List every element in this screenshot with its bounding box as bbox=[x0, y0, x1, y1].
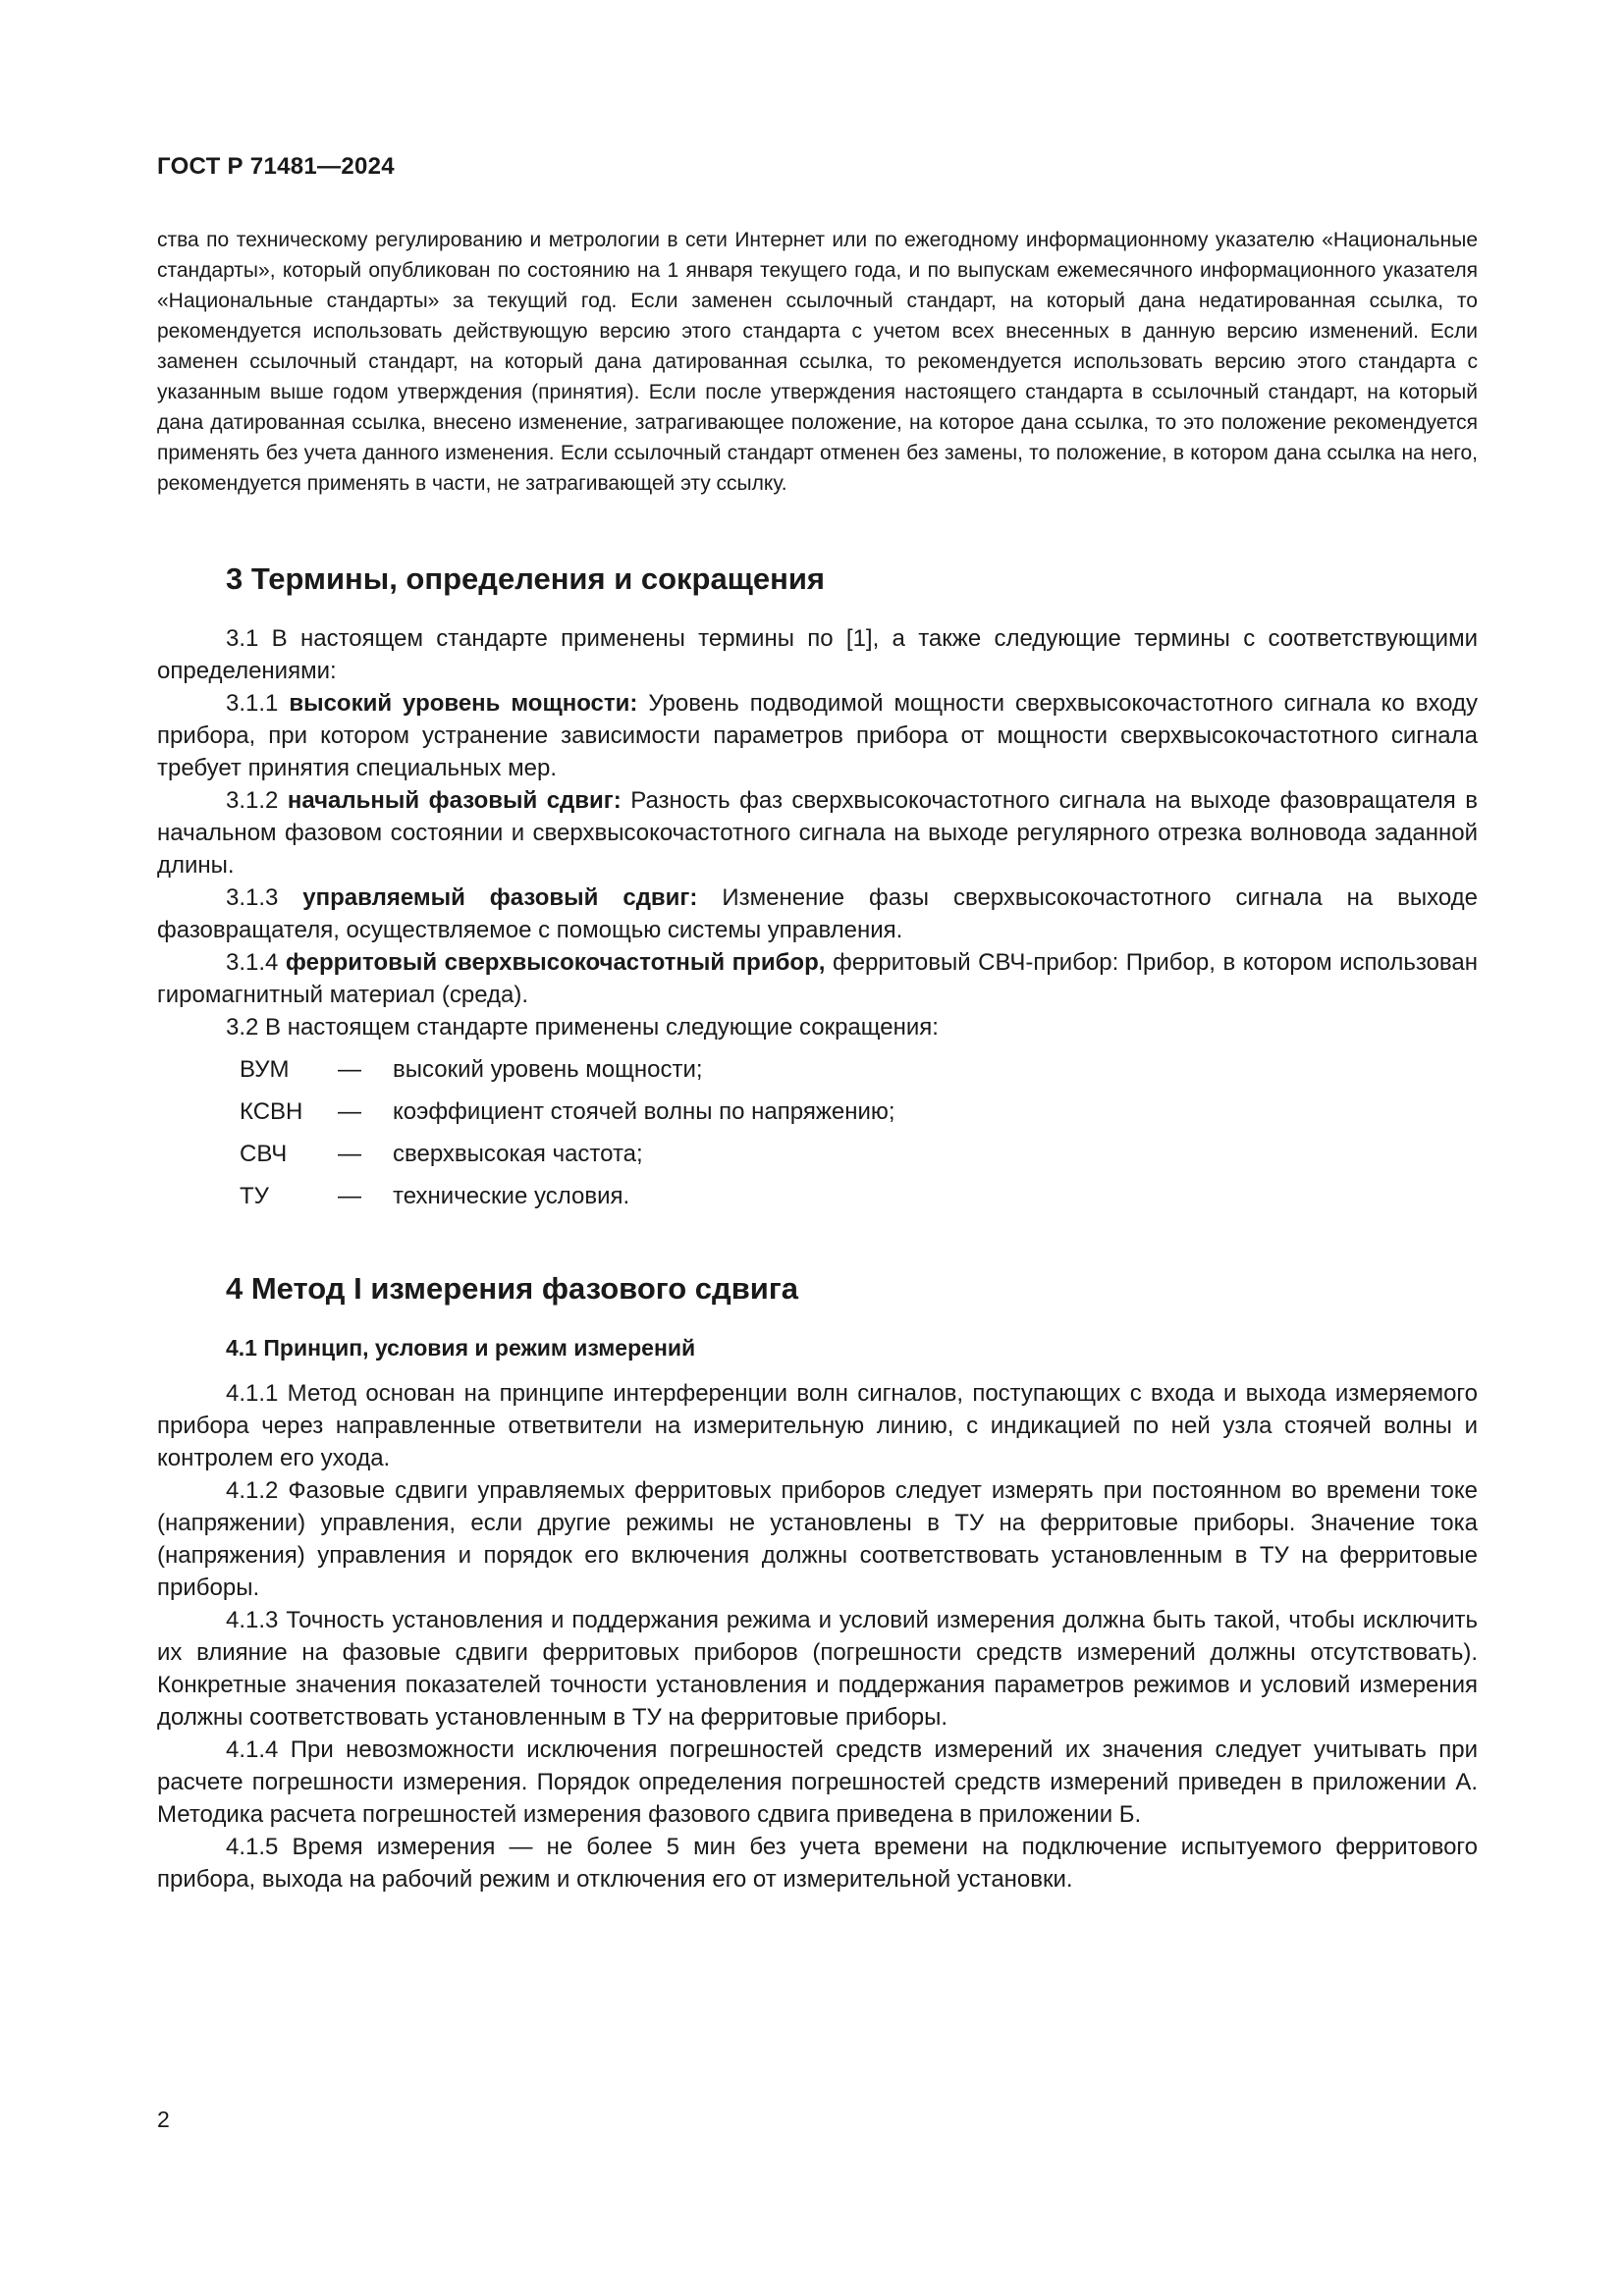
abbreviation-dash: — bbox=[338, 1056, 361, 1083]
term-definition: Уровень подводимой мощности сверхвысокочастотного сигнала ко входу прибора, при котором устранение зависимости параметров прибора от мощности сверхвысокочастотного сигнала требует принятия специальных мер. bbox=[157, 690, 1479, 781]
page-number: 2 bbox=[157, 2107, 170, 2132]
term-number: 3.1.2 bbox=[226, 787, 288, 814]
section-spacer bbox=[157, 1222, 1478, 1269]
abbreviation-definition: коэффициент стоячей волны по напряжению; bbox=[393, 1098, 895, 1125]
document-header: ГОСТ Р 71481—2024 bbox=[157, 153, 395, 180]
abbreviation-row bbox=[157, 1180, 1478, 1212]
paragraph-3-2: 3.2 В настоящем стандарте применены следующие сокращения: bbox=[226, 1014, 939, 1041]
term-name: высокий уровень мощности: bbox=[289, 690, 638, 717]
abbreviation-row bbox=[157, 1095, 1478, 1128]
abbreviation-list bbox=[157, 1053, 1478, 1212]
term-3-1-4 bbox=[157, 946, 1478, 1011]
term-number: 3.1.1 bbox=[226, 690, 290, 717]
term-3-1-3 bbox=[157, 881, 1478, 946]
term-number: 3.1.4 bbox=[226, 949, 286, 976]
paragraph-4-1-2: 4.1.2 Фазовые сдвиги управляемых ферритовых приборов следует измерять при постоянном во времени токе (напряжении) управления, если другие режимы не установлены в ТУ на ферритовые приборы. Значение тока (напряжения) управления и порядок его включения должны соответствовать установленным в ТУ на ферритовые приборы. bbox=[157, 1477, 1478, 1601]
term-name: ферритовый сверхвысокочастотный прибор, bbox=[285, 949, 826, 976]
term-definition: Изменение фазы сверхвысокочастотного сигнала на выходе фазовращателя, осуществляемое с помощью системы управления. bbox=[157, 884, 1479, 943]
paragraph-4-1-1: 4.1.1 Метод основан на принципе интерференции волн сигналов, поступающих с входа и выхода измеряемого прибора через направленные ответвители на измерительную линию, с индикацией по ней узла стоячей волны и контролем его ухода. bbox=[157, 1380, 1478, 1471]
abbreviation-term: КСВН bbox=[240, 1098, 303, 1125]
section-3-heading: 3 Термины, определения и сокращения bbox=[226, 561, 825, 596]
abbreviation-term: ВУМ bbox=[240, 1056, 290, 1083]
abbreviation-dash: — bbox=[338, 1141, 361, 1167]
term-name: управляемый фазовый сдвиг: bbox=[302, 884, 698, 911]
abbreviation-dash: — bbox=[338, 1098, 361, 1125]
abbreviation-definition: высокий уровень мощности; bbox=[393, 1056, 703, 1083]
abbreviation-row bbox=[157, 1138, 1478, 1170]
term-definition: Разность фаз сверхвысокочастотного сигнала на выходе фазовращателя в начальном фазовом состоянии и сверхвысокочастотного сигнала на выходе регулярного отрезка волновода заданной длины. bbox=[157, 787, 1479, 879]
abbreviation-term: ТУ bbox=[240, 1183, 269, 1209]
main-content bbox=[157, 560, 1478, 1896]
term-definition: ферритовый СВЧ-прибор: Прибор, в котором использован гиромагнитный материал (среда). bbox=[157, 949, 1479, 1008]
term-name: начальный фазовый сдвиг: bbox=[287, 787, 622, 814]
paragraph-4-1-4: 4.1.4 При невозможности исключения погрешностей средств измерений их значения следует учитывать при расчете погрешности измерения. Порядок определения погрешностей средств измерений приведен в приложении А. Методика расчета погрешностей измерения фазового сдвига приведена в приложении Б. bbox=[157, 1736, 1478, 1828]
section-4-heading: 4 Метод I измерения фазового сдвига bbox=[226, 1271, 798, 1306]
subsection-4-1-heading: 4.1 Принцип, условия и режим измерений bbox=[226, 1335, 696, 1361]
paragraph-4-1-3: 4.1.3 Точность установления и поддержания режима и условий измерения должна быть такой, чтобы исключить их влияние на фазовые сдвиги ферритовых приборов (погрешности средств измерений должны отсутствовать). Конкретные значения показателей точности установления и поддержания параметров режимов и условий измерения должны соответствовать установленным в ТУ на ферритовые приборы. bbox=[157, 1607, 1478, 1731]
abbreviation-dash: — bbox=[338, 1183, 361, 1209]
abbreviation-term: СВЧ bbox=[240, 1141, 288, 1167]
abbreviation-row bbox=[157, 1053, 1478, 1086]
term-3-1-2 bbox=[157, 784, 1478, 881]
paragraph-3-1: 3.1 В настоящем стандарте применены термины по [1], а также следующие термины с соответствующими определениями: bbox=[157, 625, 1478, 684]
paragraph-4-1-5: 4.1.5 Время измерения — не более 5 мин без учета времени на подключение испытуемого ферритового прибора, выхода на рабочий режим и отключения его от измерительной установки. bbox=[157, 1834, 1478, 1893]
intro-paragraph: ства по техническому регулированию и метрологии в сети Интернет или по ежегодному информационному указателю «Национальные стандарты», который опубликован по состоянию на 1 января текущего года, и по выпускам ежемесячного информационного указателя «Национальные стандарты» за текущий год. Если заменен ссылочный стандарт, на который дана недатированная ссылка, то рекомендуется использовать действующую версию этого стандарта с учетом всех внесенных в данную версию изменений. Если заменен ссылочный стандарт, на который дана датированная ссылка, то рекомендуется использовать версию этого стандарта с указанным выше годом утверждения (принятия). Если после утверждения настоящего стандарта в ссылочный стандарт, на который дана датированная ссылка, внесено изменение, затрагивающее положение, на которое дана ссылка, то это положение рекомендуется применять без учета данного изменения. Если ссылочный стандарт отменен без замены, то положение, в котором дана ссылка на него, рекомендуется применять в части, не затрагивающей эту ссылку. bbox=[157, 229, 1478, 495]
term-number: 3.1.3 bbox=[226, 884, 303, 911]
abbreviation-definition: сверхвысокая частота; bbox=[393, 1141, 643, 1167]
term-3-1-1 bbox=[157, 687, 1478, 784]
abbreviation-definition: технические условия. bbox=[393, 1183, 630, 1209]
